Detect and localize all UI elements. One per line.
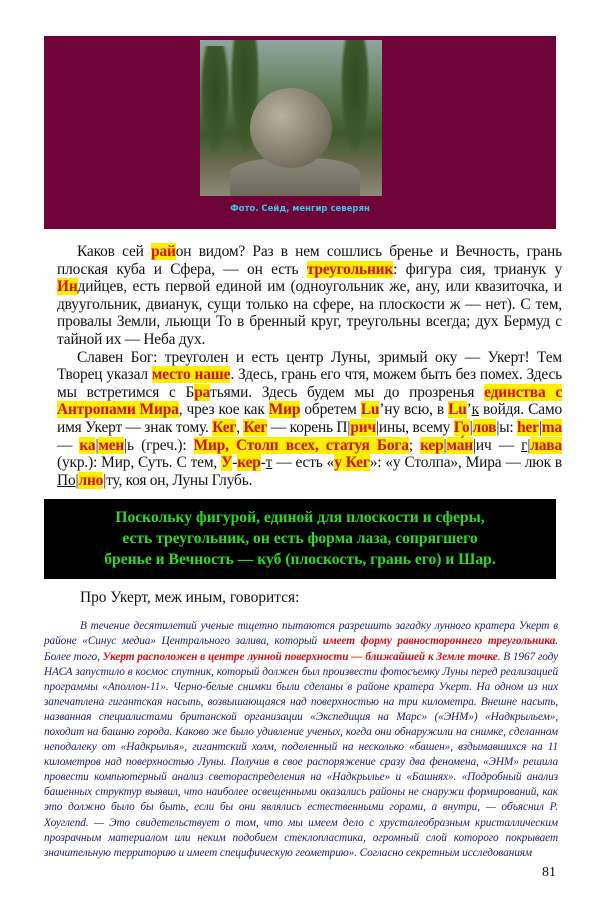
emphasized-text: Укерт расположен в центре лунной поверхности — ближайшей к Земле точке — [102, 650, 498, 663]
photo-caption: Фото. Сейд, менгир северян — [230, 204, 370, 214]
quote-paragraph — [44, 619, 558, 861]
text-run: ; — [408, 436, 421, 454]
paragraph — [57, 349, 562, 490]
text-run: Славен Бог: треуголен и есть центр Луны, зримый оку — Укерт! Тем Творец указал — [57, 348, 562, 384]
tree-image — [200, 46, 230, 156]
text-run: . Более того, — [44, 635, 558, 663]
text-run: — корень П| — [267, 418, 351, 436]
block-quote — [44, 619, 558, 861]
highlighted-text: единства с Антропами Мира — [57, 383, 563, 419]
page-number: 81 — [542, 864, 556, 880]
highlighted-text: мен — [98, 436, 125, 454]
paragraph — [57, 243, 562, 349]
highlighted-text: Ин — [57, 278, 78, 296]
text-run: - — [260, 454, 266, 472]
text-run: - — [232, 454, 238, 472]
text-run: он видом? Раз в нем сошлись бренье и Вечность, грань плоская куба и Сфера, — он есть — [57, 243, 562, 278]
highlighted-text: Lu — [448, 401, 467, 419]
text-run: | — [443, 436, 447, 454]
text-run: |ь (греч.): — [124, 436, 194, 454]
highlighted-text: место наше — [151, 366, 231, 384]
highlighted-text: лава — [530, 436, 563, 454]
highlighted-text: У — [221, 454, 233, 472]
highlighted-text: Мир — [268, 401, 301, 419]
highlighted-text: у Кег — [334, 454, 370, 472]
highlighted-text: Lu — [360, 401, 380, 419]
tree-image — [340, 40, 370, 156]
underlined-text: к — [471, 401, 479, 419]
text-run: | — [469, 418, 473, 436]
photo-frame — [44, 36, 556, 229]
callout-line: Поскольку фигурой, единой для плоскости и сферы, — [115, 509, 485, 527]
text-run: : фигура сия, трианук у — [393, 260, 562, 278]
highlighted-text: ра — [194, 383, 211, 401]
text-run: |ич — — [472, 436, 522, 454]
text-run: дийцев, есть первой единой им (одноугольник же, ану, или квазиточка, и двуугольник, двианук, сущи только на сфере, на плоскости ж — нет). С тем, провалы Земли, льющи То в бренный круг, треугольны всегда; дух Бермуд с тайной их — Неба дух. — [57, 278, 562, 348]
stone-sphere — [250, 88, 332, 168]
quote-intro: Про Укерт, меж иным, говорится: — [80, 589, 300, 607]
highlighted-text: кер — [237, 454, 261, 472]
text-run: , — [236, 418, 244, 436]
text-run: ’ну всю, в — [379, 401, 449, 419]
emphasized-text: имеет форму равностороннего треугольника — [322, 635, 556, 648]
highlighted-text: her — [517, 418, 539, 436]
text-run: обретем — [300, 401, 361, 419]
text-run: ’ — [466, 401, 472, 419]
menhir-photo — [200, 40, 382, 196]
text-run: |ту, коя он, Луны Глубь. — [103, 471, 253, 489]
text-run: . В 1967 году НАСА запустило в космос спутник, который должен был произвести фотосъемку Луны перед реализацией программы «Аполлон-11». Черно-белые снимки были сделаны в районе кратера Укерт. На одном из них запечатлена гигантская насыпь, возвышающаяся над поверхностью на три километра. Внешне насыпь, названная специалистами британской организации «Экспедиция на Марс» («ЭНМ») «Надкрыльем», походит на башню города. Каково же было удивление ученых, когда они обнаружили на снимке, сделанном неподалеку от «Надкрылья», гигантский холм, поделенный на несколько «башен», вздымавшихся на 11 километров над поверхностью Луны. Получив в свое распоряжение сразу два феномена, «ЭНМ» решила провести компьютерный анализ светораспределения на «Надкрылье» и «Башнях». «Подробный анализ башенных структур выявил, что наиболее освещенными оказались районы не снаружи формирований, как это должно было бы быть, если бы они являлись естественными горами, а внутри, — объяснил Р. Хоуглend. — Это свидетельствует о том, что мы имеем дело с хрусталеобразным кристаллическим прозрачным материалом или неким подобием стеклопластика, огромный слой которого покрывает значительную территорию и имеет специфическую геометрию». Согласно секретным исследованиям — [44, 650, 558, 859]
highlighted-text: лно — [78, 471, 104, 489]
callout-line: бренье и Вечность — куб (плоскость, грань его) и Шар. — [104, 551, 496, 569]
text-run: | — [527, 436, 531, 454]
highlighted-text: Кег — [212, 418, 237, 436]
text-run: |ы: — [496, 418, 518, 436]
highlighted-text: ma — [541, 418, 563, 436]
text-run: В течение десятилетий ученые тщетно пытаются разрешить загадку лунного кратера Укерт в районе «Синус медиа» Центрального залива, который — [44, 620, 558, 648]
highlighted-text: лов — [472, 418, 497, 436]
highlighted-text: кер — [420, 436, 444, 454]
highlighted-text: ка — [79, 436, 96, 454]
text-run: (укр.): Мир, Суть. С тем, — [57, 454, 222, 472]
highlighted-text: ма́н — [446, 436, 473, 454]
text-run: | — [538, 418, 542, 436]
underlined-text: По — [57, 471, 76, 489]
text-run: Каков сей — [77, 243, 152, 260]
highlighted-text: Го — [453, 418, 470, 436]
text-run: , чрез кое как — [178, 401, 269, 419]
callout-line: есть треугольник, он есть форма лаза, сопрягшего — [122, 530, 478, 548]
callout-box — [44, 499, 556, 579]
text-run: — есть « — [272, 454, 335, 472]
text-run: . Здесь, грань его чтя, можем быть без помех. Здесь мы встретимся с Б — [57, 366, 562, 401]
text-run: |ины, всему — [376, 418, 454, 436]
body-text — [57, 243, 562, 489]
text-run: тьями. Здесь будем мы до прозренья — [210, 383, 485, 401]
text-run: »: «у Столпа», Мира — люк в — [369, 454, 563, 472]
highlighted-text: Кег — [243, 418, 268, 436]
text-run: | — [75, 471, 79, 489]
highlighted-text: рай — [151, 243, 176, 260]
text-run: | — [95, 436, 99, 454]
highlighted-text: треугольник — [306, 260, 394, 278]
highlighted-text: Мир, Столп всех, статуя Бога — [193, 436, 409, 454]
text-run: войдя. Само имя Укерт — знак тому. — [57, 401, 563, 436]
underlined-text: г — [521, 436, 528, 454]
text-run: — — [57, 436, 80, 454]
highlighted-text: рич — [350, 418, 376, 436]
underlined-text: т — [265, 454, 273, 472]
